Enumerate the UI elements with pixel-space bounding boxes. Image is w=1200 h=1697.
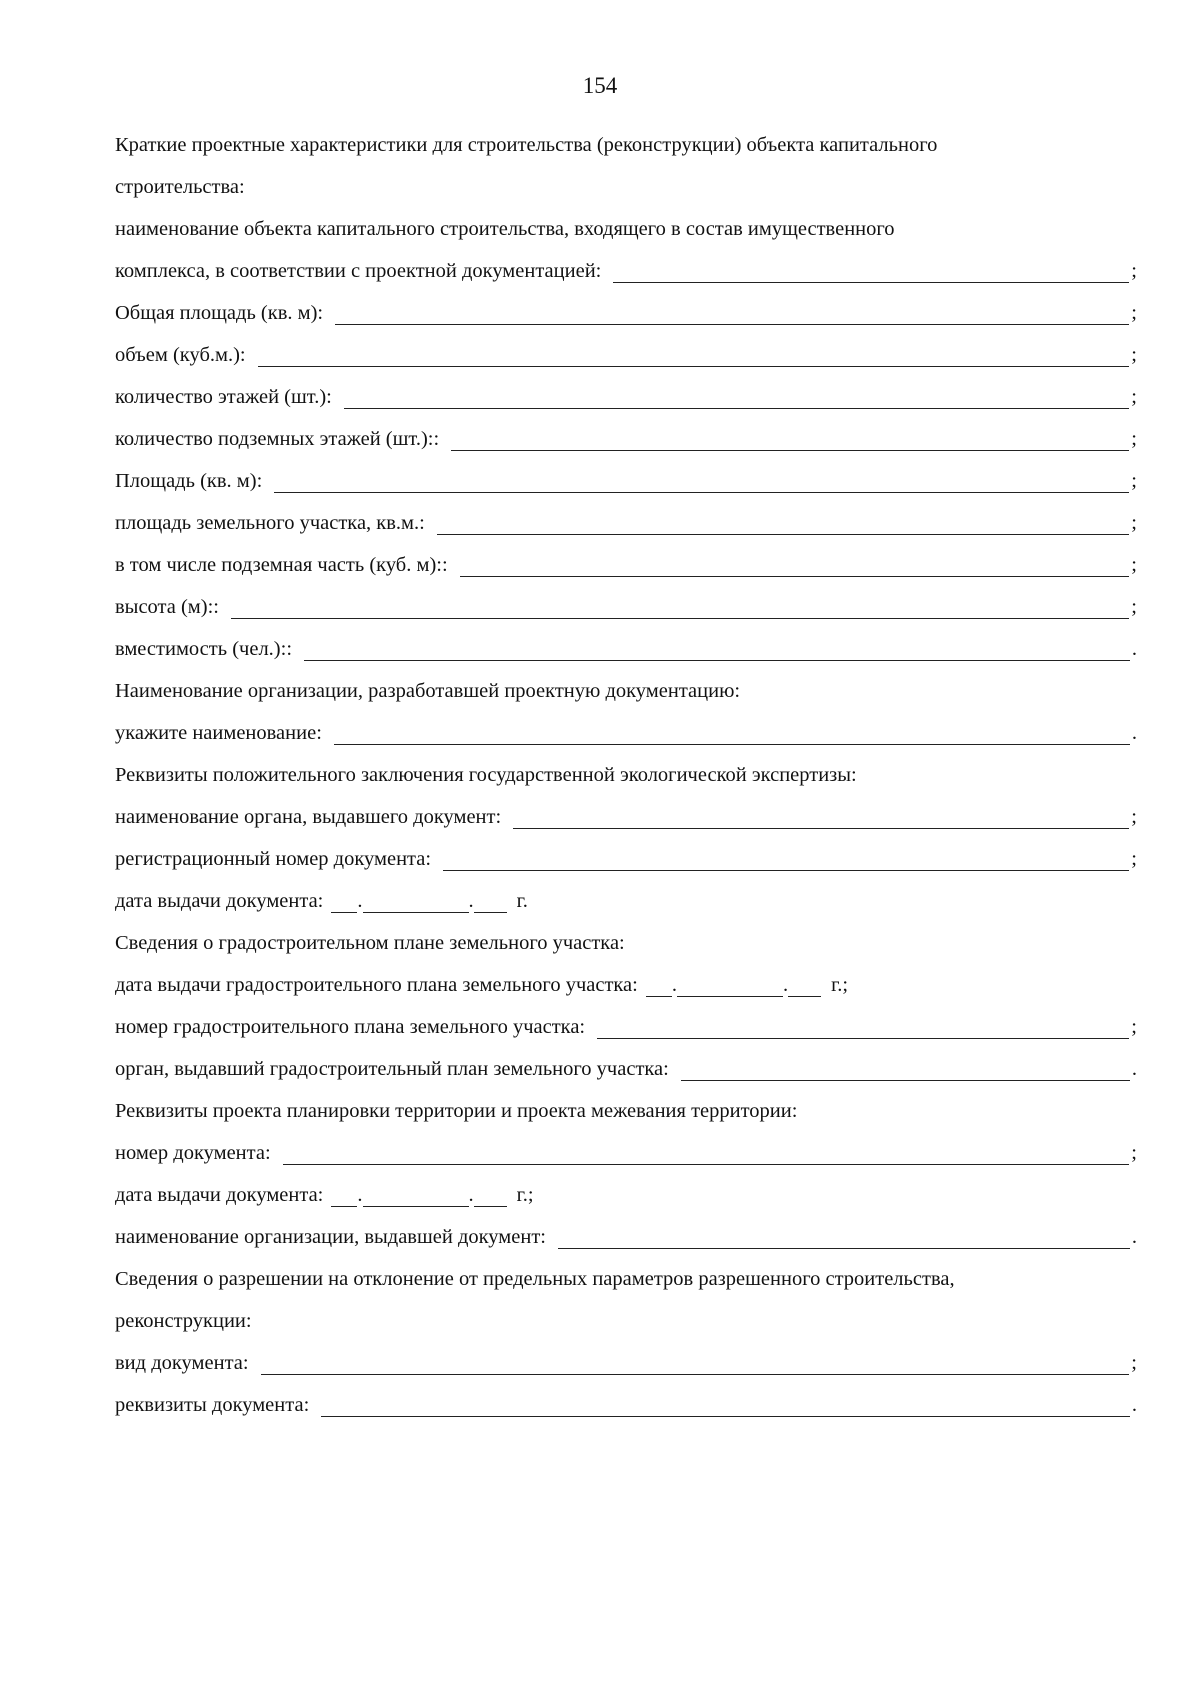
field-end: ;	[1131, 344, 1137, 366]
field-label: дата выдачи документа:	[115, 1184, 324, 1206]
capacity-field	[115, 631, 1137, 673]
field-end: ;	[1131, 386, 1137, 408]
underground-floors-field	[115, 421, 1137, 463]
field-label: Общая площадь (кв. м):	[115, 302, 324, 324]
field-label: наименование организации, выдавшей документ:	[115, 1226, 546, 1248]
field-label: вместимость (чел.)::	[115, 638, 293, 660]
date-month-blank[interactable]	[677, 977, 783, 997]
field-end: ;	[1131, 554, 1137, 576]
eco-date-field	[115, 883, 1137, 925]
date-month-blank[interactable]	[363, 893, 469, 913]
form-body	[115, 127, 1137, 1429]
deviation-type-blank[interactable]	[261, 1355, 1130, 1375]
date-year-blank[interactable]	[474, 893, 507, 913]
field-end: ;	[1131, 806, 1137, 828]
date-separator: .	[357, 890, 363, 912]
deviation-details-field	[115, 1387, 1137, 1429]
intro-text-2: строительства:	[115, 176, 245, 198]
floors-field	[115, 379, 1137, 421]
field-end: ;	[1131, 848, 1137, 870]
design-org-blank[interactable]	[334, 725, 1130, 745]
field-label: орган, выдавший градостроительный план земельного участка:	[115, 1058, 669, 1080]
field-label: количество подземных этажей (шт.)::	[115, 428, 440, 450]
field-label: в том числе подземная часть (куб. м)::	[115, 554, 448, 576]
eco-issuer-blank[interactable]	[513, 809, 1129, 829]
volume-blank[interactable]	[258, 347, 1130, 367]
field-end: ;	[1131, 596, 1137, 618]
date-separator: .	[468, 1184, 474, 1206]
design-org-field	[115, 715, 1137, 757]
field-end: .	[1131, 1226, 1137, 1248]
section-heading: Сведения о градостроительном плане земельного участка:	[115, 932, 625, 954]
land-area-blank[interactable]	[437, 515, 1129, 535]
field-end: ;	[1131, 428, 1137, 450]
date-suffix: г.;	[516, 1184, 534, 1206]
land-area-field	[115, 505, 1137, 547]
design-org-heading	[115, 673, 1137, 715]
date-day-blank[interactable]	[646, 977, 672, 997]
field-end: ;	[1131, 302, 1137, 324]
object-name-field	[115, 253, 1137, 295]
field-label: комплекса, в соответствии с проектной документацией:	[115, 260, 602, 282]
deviation-type-field	[115, 1345, 1137, 1387]
field-label: Площадь (кв. м):	[115, 470, 263, 492]
gpzu-issuer-field	[115, 1051, 1137, 1093]
gpzu-date-field	[115, 967, 1137, 1009]
deviation-heading-1	[115, 1261, 1137, 1303]
field-label: количество этажей (шт.):	[115, 386, 332, 408]
total-area-blank[interactable]	[335, 305, 1129, 325]
field-end: ;	[1131, 512, 1137, 534]
section-heading: Сведения о разрешении на отклонение от предельных параметров разрешенного строительства,	[115, 1268, 955, 1290]
object-name-line-1	[115, 211, 1137, 253]
field-end: ;	[1131, 1016, 1137, 1038]
field-end: ;	[1131, 260, 1137, 282]
date-day-blank[interactable]	[331, 893, 357, 913]
area-field	[115, 463, 1137, 505]
section-heading: Реквизиты проекта планировки территории и проекта межевания территории:	[115, 1100, 798, 1122]
capacity-blank[interactable]	[304, 641, 1130, 661]
underground-volume-field	[115, 547, 1137, 589]
total-area-field	[115, 295, 1137, 337]
field-label: наименование органа, выдавшего документ:	[115, 806, 502, 828]
section-heading: Реквизиты положительного заключения государственной экологической экспертизы:	[115, 764, 857, 786]
gpzu-heading	[115, 925, 1137, 967]
object-name-text: наименование объекта капитального строительства, входящего в состав имущественного	[115, 218, 895, 240]
planning-number-field	[115, 1135, 1137, 1177]
intro-line-2	[115, 169, 1137, 211]
deviation-heading-2	[115, 1303, 1137, 1345]
floors-blank[interactable]	[344, 389, 1129, 409]
field-label: регистрационный номер документа:	[115, 848, 432, 870]
field-label: номер градостроительного плана земельного участка:	[115, 1016, 586, 1038]
underground-floors-blank[interactable]	[451, 431, 1129, 451]
height-field	[115, 589, 1137, 631]
volume-field	[115, 337, 1137, 379]
area-blank[interactable]	[274, 473, 1129, 493]
field-end: .	[1131, 638, 1137, 660]
intro-line-1	[115, 127, 1137, 169]
date-separator: .	[782, 974, 789, 996]
field-end: .	[1131, 1058, 1137, 1080]
field-label: площадь земельного участка, кв.м.:	[115, 512, 425, 534]
gpzu-number-blank[interactable]	[597, 1019, 1129, 1039]
planning-date-field	[115, 1177, 1137, 1219]
page-number: 154	[582, 73, 618, 98]
date-separator: .	[357, 1184, 363, 1206]
planning-number-blank[interactable]	[283, 1145, 1130, 1165]
field-label: высота (м)::	[115, 596, 219, 618]
planning-heading	[115, 1093, 1137, 1135]
field-end: .	[1131, 1394, 1137, 1416]
date-separator: .	[671, 974, 677, 996]
field-end: ;	[1131, 470, 1137, 492]
planning-org-field	[115, 1219, 1137, 1261]
height-blank[interactable]	[231, 599, 1129, 619]
field-label: дата выдачи градостроительного плана земельного участка:	[115, 974, 638, 996]
field-end: ;	[1131, 1352, 1137, 1374]
date-year-blank[interactable]	[788, 977, 821, 997]
date-suffix: г.;	[831, 974, 849, 996]
date-year-blank[interactable]	[474, 1187, 507, 1207]
date-separator: .	[468, 890, 474, 912]
planning-org-blank[interactable]	[558, 1229, 1130, 1249]
section-heading: Наименование организации, разработавшей проектную документацию:	[115, 680, 741, 702]
date-month-blank[interactable]	[363, 1187, 469, 1207]
field-label: вид документа:	[115, 1352, 249, 1374]
date-suffix: г.	[516, 890, 528, 912]
eco-issuer-field	[115, 799, 1137, 841]
gpzu-issuer-blank[interactable]	[681, 1061, 1130, 1081]
deviation-details-blank[interactable]	[321, 1397, 1130, 1417]
field-label: укажите наименование:	[115, 722, 322, 744]
gpzu-number-field	[115, 1009, 1137, 1051]
field-label: объем (куб.м.):	[115, 344, 246, 366]
field-label: реквизиты документа:	[115, 1394, 310, 1416]
eco-regnum-field	[115, 841, 1137, 883]
field-end: ;	[1131, 1142, 1137, 1164]
section-heading: реконструкции:	[115, 1310, 252, 1332]
intro-text-1: Краткие проектные характеристики для строительства (реконструкции) объекта капитального	[115, 134, 938, 156]
eco-expertise-heading	[115, 757, 1137, 799]
field-label: дата выдачи документа:	[115, 890, 324, 912]
field-end: .	[1131, 722, 1137, 744]
eco-regnum-blank[interactable]	[443, 851, 1129, 871]
object-name-blank[interactable]	[613, 263, 1129, 283]
date-day-blank[interactable]	[331, 1187, 357, 1207]
field-label: номер документа:	[115, 1142, 271, 1164]
underground-volume-blank[interactable]	[460, 557, 1130, 577]
